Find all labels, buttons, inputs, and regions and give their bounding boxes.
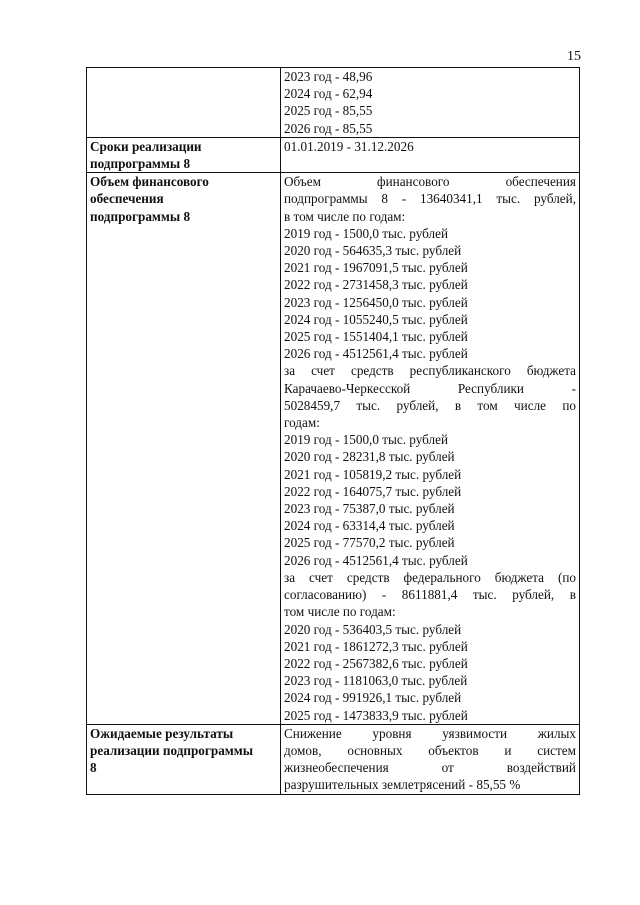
value-text-line: 2024 год - 1055240,5 тыс. рублей <box>284 311 468 327</box>
value-text-line: 2020 год - 28231,8 тыс. рублей <box>284 449 455 465</box>
value-text-line: Карачаево-Черкесской Республики - <box>284 380 576 396</box>
value-text-line: 2024 год - 63314,4 тыс. рублей <box>284 518 455 534</box>
page-number: 15 <box>567 49 581 64</box>
value-text-line: 2025 год - 1473833,9 тыс. рублей <box>284 707 468 723</box>
value-text-line: домов, основных объектов и систем <box>284 742 576 758</box>
row-label-line: подпрограммы 8 <box>90 156 191 172</box>
funding-volume-row <box>87 173 580 725</box>
row-value-cell <box>281 137 580 172</box>
row-label-line: Ожидаемые результаты <box>90 725 234 741</box>
value-text-line: 2019 год - 1500,0 тыс. рублей <box>284 432 449 448</box>
row-label-line: Объем финансового <box>90 174 209 190</box>
row-label-cell <box>87 173 281 725</box>
row-label-line: обеспечения <box>90 191 164 207</box>
row-label-cell <box>87 724 281 794</box>
value-text-line: за счет средств федерального бюджета (по <box>284 569 576 585</box>
value-text-line: жизнеобеспечения от воздействий <box>284 760 576 776</box>
value-text-line: 2019 год - 1500,0 тыс. рублей <box>284 225 449 241</box>
row-value-cell <box>281 724 580 794</box>
value-text-line: 2022 год - 2567382,6 тыс. рублей <box>284 655 468 671</box>
value-text-line: 5028459,7 тыс. рублей, в том числе по <box>284 397 576 413</box>
value-text-line: 2024 год - 991926,1 тыс. рублей <box>284 690 462 706</box>
value-text-line: 2022 год - 2731458,3 тыс. рублей <box>284 277 468 293</box>
indicator-continuation-row <box>87 68 580 138</box>
value-text-line: 2023 год - 1256450,0 тыс. рублей <box>284 294 468 310</box>
value-text-line: 2021 год - 105819,2 тыс. рублей <box>284 466 462 482</box>
value-text-line: 2025 год - 77570,2 тыс. рублей <box>284 535 455 551</box>
value-text-line: за счет средств республиканского бюджета <box>284 363 576 379</box>
value-text-line: в том числе по годам: <box>284 208 406 224</box>
row-label-cell <box>87 68 281 138</box>
value-text-line: 2022 год - 164075,7 тыс. рублей <box>284 483 462 499</box>
value-text-line: 2024 год - 62,94 <box>284 86 373 102</box>
value-text-line: годам: <box>284 415 320 431</box>
value-text-line: 2023 год - 1181063,0 тыс. рублей <box>284 673 468 689</box>
row-label-line: реализации подпрограммы <box>90 742 254 758</box>
value-text-line: 2026 год - 85,55 <box>284 120 373 136</box>
value-text-line: 2020 год - 536403,5 тыс. рублей <box>284 621 462 637</box>
value-text-line: Объем финансового обеспечения <box>284 174 576 190</box>
value-text-line: подпрограммы 8 - 13640341,1 тыс. рублей, <box>284 191 576 207</box>
value-text-line: 2023 год - 48,96 <box>284 69 373 84</box>
value-text-line: том числе по годам: <box>284 604 396 620</box>
value-text-line: 2025 год - 1551404,1 тыс. рублей <box>284 329 468 345</box>
value-text-line: согласованию) - 8611881,4 тыс. рублей, в <box>284 587 576 603</box>
value-text-line: 2020 год - 564635,3 тыс. рублей <box>284 243 462 259</box>
row-label-cell <box>87 137 281 172</box>
value-text-line: Снижение уровня уязвимости жилых <box>284 725 576 741</box>
value-text-line: 2021 год - 1967091,5 тыс. рублей <box>284 260 468 276</box>
implementation-period-row <box>87 137 580 172</box>
expected-results-row <box>87 724 580 794</box>
value-text-line: разрушительных землетрясений - 85,55 % <box>284 777 521 793</box>
row-label-line: Сроки реализации <box>90 138 202 154</box>
row-value-cell <box>281 68 580 138</box>
value-text-line: 2023 год - 75387,0 тыс. рублей <box>284 501 455 517</box>
value-text-line: 2025 год - 85,55 <box>284 103 373 119</box>
value-text-line: 2026 год - 4512561,4 тыс. рублей <box>284 552 468 568</box>
value-text-line: 2021 год - 1861272,3 тыс. рублей <box>284 638 468 654</box>
row-label-line: 8 <box>90 760 97 776</box>
value-text-line: 2026 год - 4512561,4 тыс. рублей <box>284 346 468 362</box>
subprogram-passport-table <box>86 67 580 795</box>
row-value-cell <box>281 173 580 725</box>
row-label-line: подпрограммы 8 <box>90 208 191 224</box>
value-text-line: 01.01.2019 - 31.12.2026 <box>284 138 414 154</box>
